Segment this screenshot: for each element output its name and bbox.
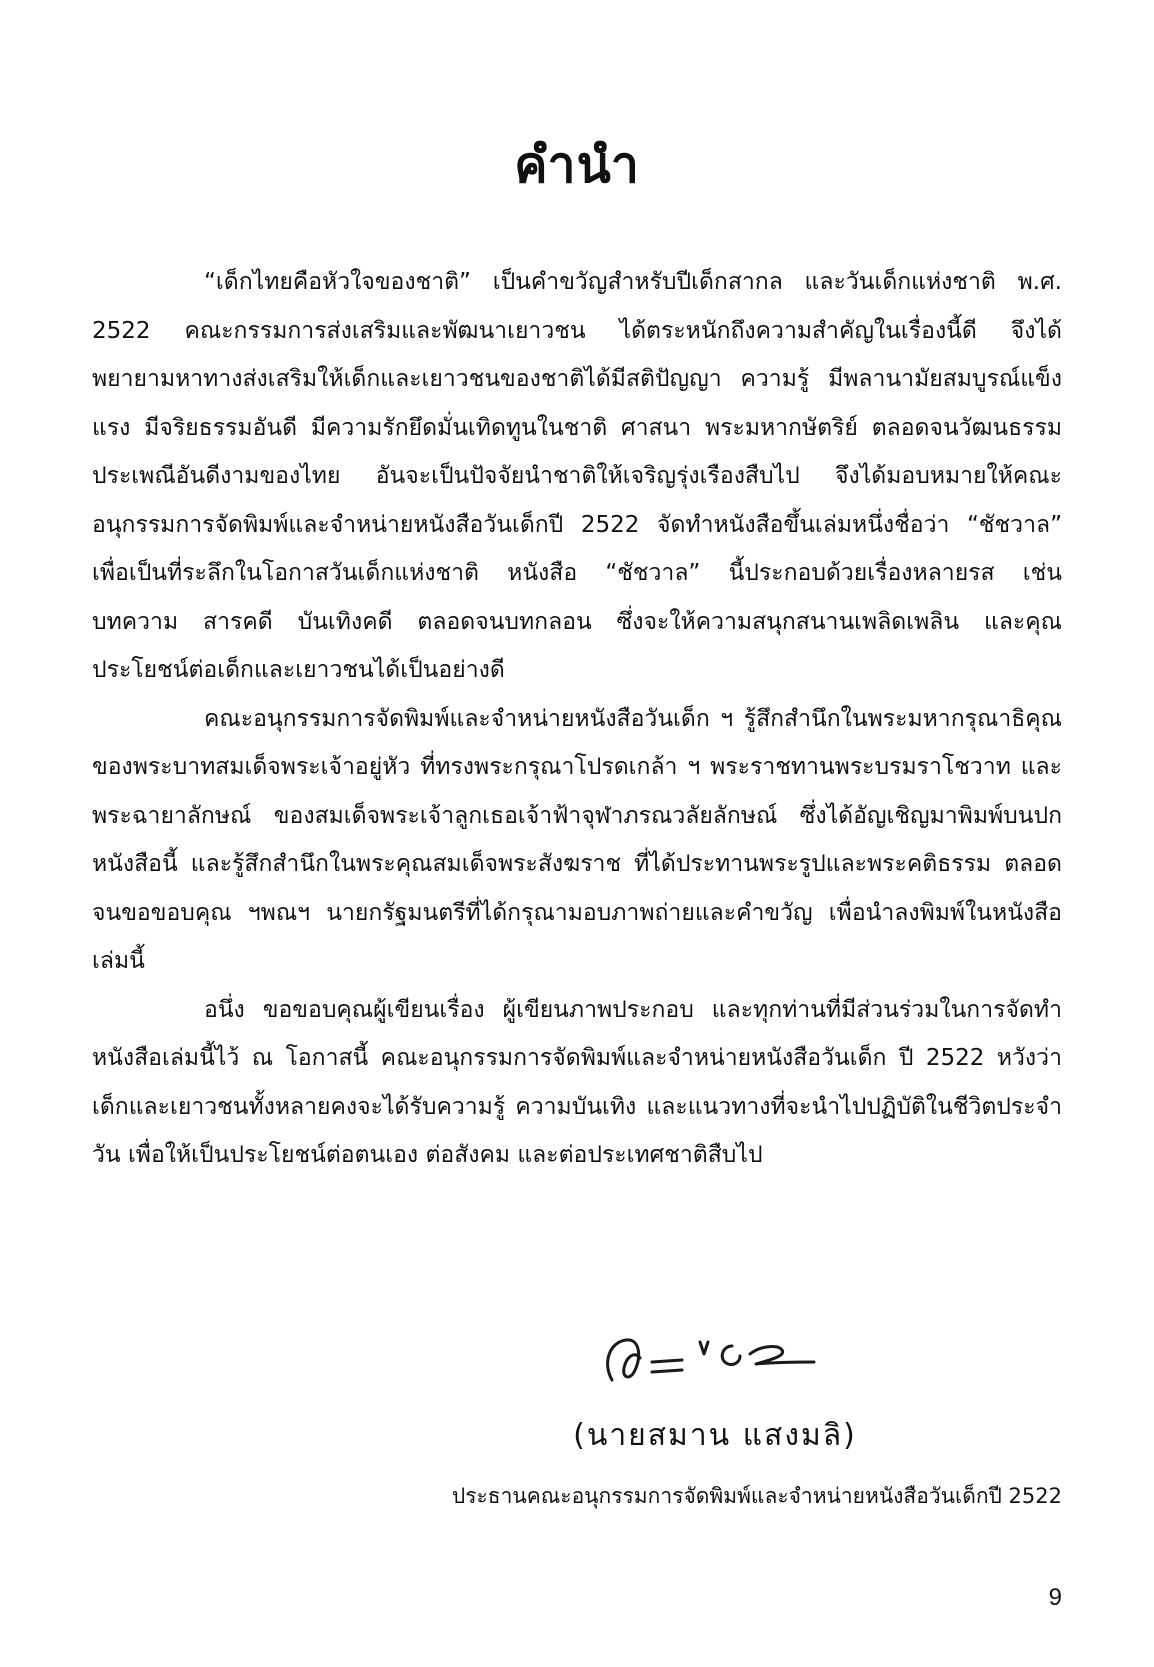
- page-title: คำนำ: [514, 136, 640, 194]
- signer-name: (นายสมาน แสงมลิ): [573, 1418, 857, 1453]
- paragraph-1: “เด็กไทยคือหัวใจของชาติ” เป็นคำขวัญสำหรับปีเด็กสากล และวันเด็กแห่งชาติ พ.ศ. 2522 คณะกรรมการส่งเสริมและพัฒนาเยาวชน ได้ตระหนักถึงความสำคัญในเรื่องนี้ดี จึงได้พยายามหาทางส่งเสริมให้เด็กและเยาวชนของชาติได้มีสติปัญญา ความรู้ มีพลานามัยสมบูรณ์แข็งแรง มีจริยธรรมอันดี มีความรักยึดมั่นเทิดทูนในชาติ ศาสนา พระมหากษัตริย์ ตลอดจนวัฒนธรรมประเพณีอันดีงามของไทย อันจะเป็นปัจจัยนำชาติให้เจริญรุ่งเรืองสืบไป จึงได้มอบหมายให้คณะอนุกรรมการจัดพิมพ์และจำหน่ายหนังสือวันเด็กปี 2522 จัดทำหนังสือขึ้นเล่มหนึ่งชื่อว่า “ชัชวาล” เพื่อเป็นที่ระลึกในโอกาสวันเด็กแห่งชาติ หนังสือ “ชัชวาล” นี้ประกอบด้วยเรื่องหลายรส เช่น บทความ สารคดี บันเทิงคดี ตลอดจนบทกลอน ซึ่งจะให้ความสนุกสนานเพลิดเพลิน และคุณประโยชน์ต่อเด็กและเยาวชนได้เป็นอย่างดี: [92, 269, 1062, 683]
- paragraph-3: อนึ่ง ขอขอบคุณผู้เขียนเรื่อง ผู้เขียนภาพประกอบ และทุกท่านที่มีส่วนร่วมในการจัดทำหนังสือเล่มนี้ไว้ ณ โอกาสนี้ คณะอนุกรรมการจัดพิมพ์และจำหน่ายหนังสือวันเด็ก ปี 2522 หวังว่าเด็กและเยาวชนทั้งหลายคงจะได้รับความรู้ ความบันเทิง และแนวทางที่จะนำไปปฏิบัติในชีวิตประจำวัน เพื่อให้เป็นประโยชน์ต่อตนเอง ต่อสังคม และต่อประเทศชาติสืบไป: [92, 996, 1062, 1168]
- signer-position: ประธานคณะอนุกรรมการจัดพิมพ์และจำหน่ายหนังสือวันเด็กปี 2522: [451, 1484, 1062, 1508]
- foreword-body: [92, 258, 1062, 1180]
- page-number: 9: [1048, 1584, 1062, 1611]
- handwritten-signature: [600, 1328, 840, 1398]
- paragraph-2: คณะอนุกรรมการจัดพิมพ์และจำหน่ายหนังสือวันเด็ก ฯ รู้สึกสำนึกในพระมหากรุณาธิคุณ ของพระบาทสมเด็จพระเจ้าอยู่หัว ที่ทรงพระกรุณาโปรดเกล้า ฯ พระราชทานพระบรมราโชวาท และพระฉายาลักษณ์ ของสมเด็จพระเจ้าลูกเธอเจ้าฟ้าจุฬาภรณวลัยลักษณ์ ซึ่งได้อัญเชิญมาพิมพ์บนปกหนังสือนี้ และรู้สึกสำนึกในพระคุณสมเด็จพระสังฆราช ที่ได้ประทานพระรูปและพระคติธรรม ตลอดจนขอขอบคุณ ฯพณฯ นายกรัฐมนตรีที่ได้กรุณามอบภาพถ่ายและคำขวัญ เพื่อนำลงพิมพ์ในหนังสือเล่มนี้: [92, 705, 1062, 974]
